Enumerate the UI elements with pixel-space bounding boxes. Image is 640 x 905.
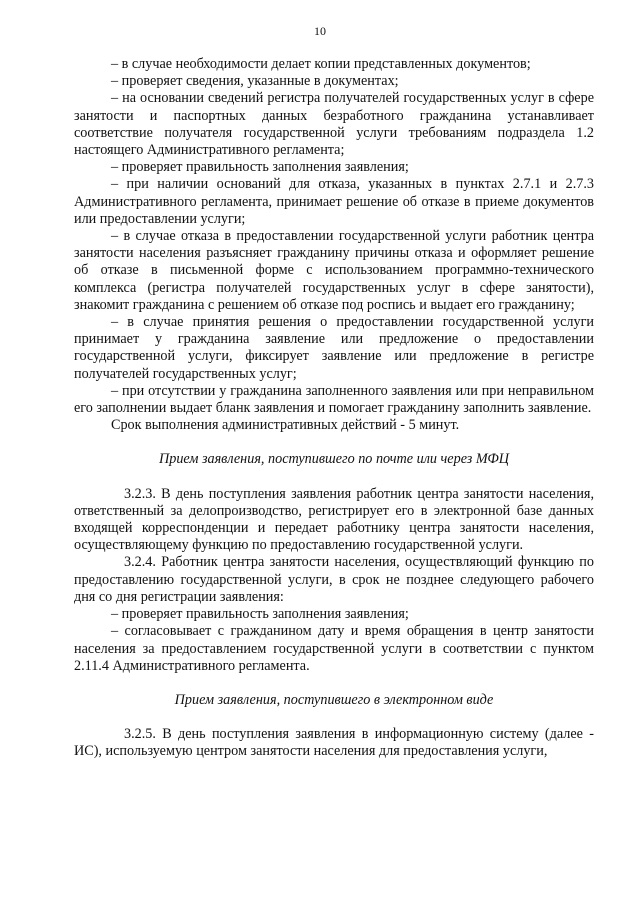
list-item: – согласовывает с гражданином дату и время обращения в центр занятости населения за предоставлением государственной услуги в соответствии с пунктом 2.11.4 Административного регламента. (74, 623, 594, 674)
clause-3-2-5: 3.2.5. В день поступления заявления в информационную систему (далее - ИС), используемую центром занятости населения для предоставления услуги, (74, 726, 594, 760)
list-item: – на основании сведений регистра получателей государственных услуг в сфере занятости и паспортных данных безработного гражданина устанавливает соответствие получателя государственной услуги требованиям подраздела 1.2 настоящего Административного регламента; (74, 90, 594, 159)
list-item: – проверяет правильность заполнения заявления; (111, 606, 409, 623)
section-heading-electronic: Прием заявления, поступившего в электронном виде (174, 691, 494, 708)
list-item: – проверяет правильность заполнения заявления; (111, 159, 409, 176)
list-item: – проверяет сведения, указанные в документах; (111, 73, 399, 90)
deadline-note: Срок выполнения административных действий - 5 минут. (111, 417, 460, 434)
list-item: – в случае отказа в предоставлении государственной услуги работник центра занятости населения разъясняет гражданину причины отказа и оформляет решение об отказе в письменной форме с использованием программно-технического комплекса (регистра получателей государственных услуг в сфере занятости), знакомит гражданина с решением об отказе под роспись и выдает его гражданину; (74, 228, 594, 313)
list-item: – в случае принятия решения о предоставлении государственной услуги принимает у гражданина заявление или предложение о предоставлении государственной услуги, фиксирует заявление или предложение в регистре получателей государственных услуг; (74, 314, 594, 382)
clause-3-2-3: 3.2.3. В день поступления заявления работник центра занятости населения, ответственный за делопроизводство, регистрирует его в электронной базе данных входящей корреспонденции и передает работнику центра занятости населения, осуществляющему функцию по предоставлению государственной услуги. (74, 485, 594, 554)
list-item: – при наличии оснований для отказа, указанных в пунктах 2.7.1 и 2.7.3 Административного регламента, принимает решение об отказе в приеме документов или предоставлении услуги; (74, 176, 594, 227)
list-item: – в случае необходимости делает копии представленных документов; (111, 56, 531, 72)
page-number: 10 (314, 24, 326, 38)
section-heading-mail: Прием заявления, поступившего по почте или через МФЦ (158, 451, 510, 468)
clause-3-2-4: 3.2.4. Работник центра занятости населения, осуществляющий функцию по предоставлению государственной услуги, в срок не позднее следующего рабочего дня со дня регистрации заявления: (74, 554, 594, 605)
list-item: – при отсутствии у гражданина заполненного заявления или при неправильном его заполнении выдает бланк заявления и помогает гражданину заполнить заявление. (74, 382, 594, 417)
document-body (74, 56, 594, 761)
